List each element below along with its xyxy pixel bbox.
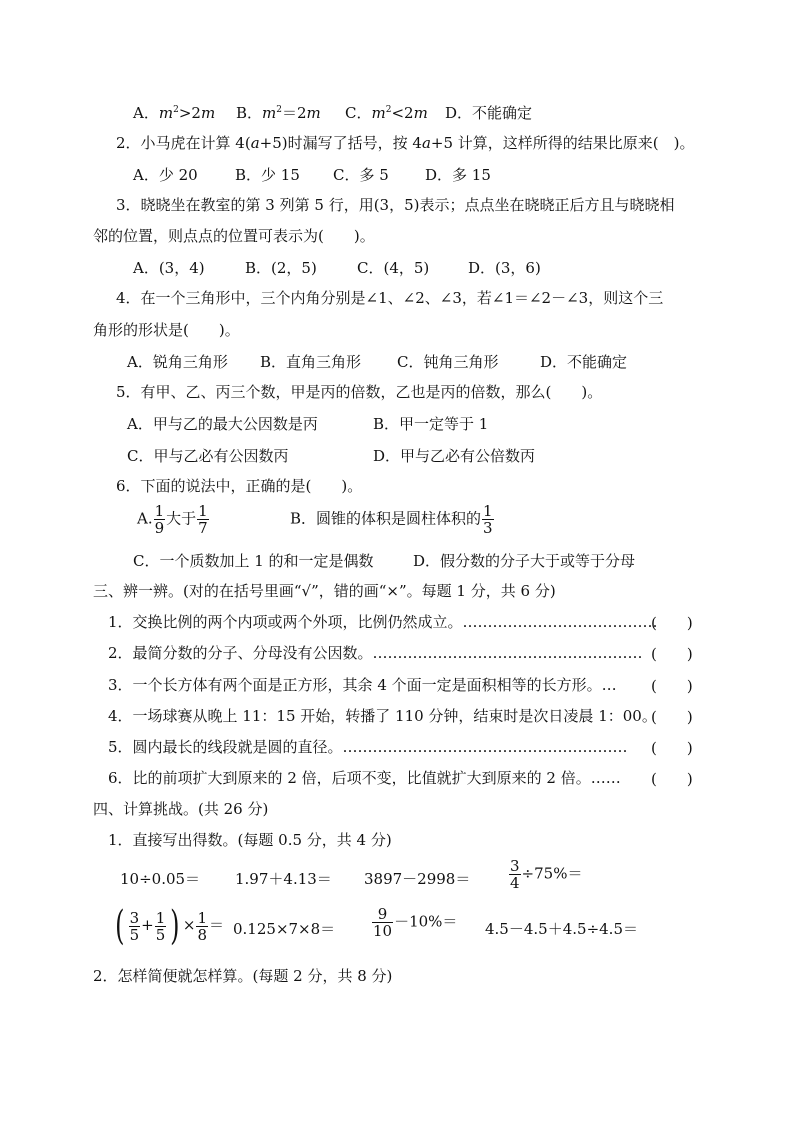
judge-item-3: 3．一个长方体有两个面是正方形，其余 4 个面一定是面积相等的长方形。…	[108, 676, 617, 694]
judge-answer-paren-1[interactable]: ( )	[651, 614, 693, 632]
q5-option-b: B．甲一定等于 1	[373, 415, 489, 433]
fraction: $\frac{1}{9}$	[154, 502, 165, 537]
judge-answer-paren-4[interactable]: ( )	[651, 708, 693, 726]
judge-answer-paren-5[interactable]: ( )	[651, 739, 693, 757]
q4-option-b: B．直角三角形	[260, 353, 362, 371]
fraction: $\frac{3}{4}$	[510, 857, 520, 892]
judge-item-6: 6．比的前项扩大到原来的 2 倍，后项不变，比值就扩大到原来的 2 倍。……	[108, 769, 621, 787]
right-paren-icon: )	[170, 903, 180, 949]
fraction: $\frac{1}{7}$	[198, 502, 208, 537]
q2-option-c: C．多 5	[333, 166, 389, 184]
calc-4: $\frac{3}{4}$ ÷75%＝	[510, 857, 583, 892]
calc-8: 4.5－4.5＋4.5÷4.5＝	[485, 920, 638, 938]
q5-question: 5．有甲、乙、丙三个数，甲是丙的倍数，乙也是丙的倍数，那么( )。	[116, 383, 603, 401]
q2-question: 2．小马虎在计算 4(a+5)时漏写了括号，按 4a+5 计算，这样所得的结果比原来( )。	[116, 134, 695, 152]
q3-question-line1: 3．晓晓坐在教室的第 3 列第 5 行，用(3，5)表示；点点坐在晓晓正后方且与晓晓相	[116, 196, 675, 214]
left-paren-icon: (	[115, 903, 125, 949]
judge-item-5: 5．圆内最长的线段就是圆的直径。…………………………………………………	[108, 738, 628, 756]
fraction: $\frac{1}{5}$	[155, 908, 166, 944]
q1-option-a: A．$m^2>2m$	[133, 104, 216, 122]
section3-title: 三、辨一辨。(对的在括号里画“√”，错的画“×”。每题 1 分，共 6 分)	[93, 582, 556, 600]
q6-option-d: D．假分数的分子大于或等于分母	[413, 552, 636, 570]
q6-question: 6．下面的说法中，正确的是( )。	[116, 477, 363, 495]
q6-option-a: A. $\frac{1}{9}$ 大于 $\frac{1}{7}$	[137, 502, 208, 537]
judge-item-1: 1．交换比例的两个内项或两个外项，比例仍然成立。…………………………………	[108, 613, 658, 631]
section4-sub2: 2．怎样简便就怎样算。(每题 2 分，共 8 分)	[93, 967, 393, 985]
judge-answer-paren-3[interactable]: ( )	[651, 677, 693, 695]
q6-option-b: B．圆锥的体积是圆柱体积的 $\frac{1}{3}$	[290, 502, 493, 537]
q5-option-a: A．甲与乙的最大公因数是丙	[127, 415, 318, 433]
calc-6: 0.125×7×8＝	[233, 920, 336, 938]
fraction: $\frac{1}{3}$	[483, 502, 493, 537]
q6-option-c: C．一个质数加上 1 的和一定是偶数	[133, 552, 374, 570]
q1-option-c: C．$m^2<2m$	[345, 104, 428, 122]
fraction: $\frac{3}{5}$	[129, 908, 140, 944]
q4-question-line1: 4．在一个三角形中，三个内角分别是∠1、∠2、∠3，若∠1＝∠2－∠3，则这个三	[116, 289, 664, 307]
q3-option-b: B．(2，5)	[245, 259, 317, 277]
calc-5: ( $\frac{3}{5}$ + $\frac{1}{5}$ ) × $\frac{1}{8}$ ＝	[115, 903, 225, 949]
q3-question-line2: 邻的位置，则点点的位置可表示为( )。	[93, 227, 375, 245]
q4-question-line2: 角形的形状是( )。	[93, 321, 240, 339]
q2-option-b: B．少 15	[235, 166, 300, 184]
judge-answer-paren-6[interactable]: ( )	[651, 770, 693, 788]
q3-option-c: C．(4，5)	[357, 259, 430, 277]
fraction: $\frac{9}{10}$	[373, 905, 393, 940]
q1-option-d: D．不能确定	[445, 104, 533, 122]
calc-3: 3897－2998＝	[364, 870, 471, 888]
q2-option-d: D．多 15	[425, 166, 491, 184]
section4-sub1: 1．直接写出得数。(每题 0.5 分，共 4 分)	[108, 831, 392, 849]
q5-option-d: D．甲与乙必有公倍数丙	[373, 447, 536, 465]
q5-option-c: C．甲与乙必有公因数丙	[127, 447, 289, 465]
calc-2: 1.97＋4.13＝	[235, 870, 332, 888]
q2-option-a: A．少 20	[133, 166, 198, 184]
calc-1: 10÷0.05＝	[120, 870, 201, 888]
q4-option-a: A．锐角三角形	[127, 353, 228, 371]
q1-option-b: B．$m^2=2m$	[236, 104, 321, 122]
q3-option-d: D．(3，6)	[468, 259, 541, 277]
judge-item-4: 4．一场球赛从晚上 11：15 开始，转播了 110 分钟，结束时是次日凌晨 1：00。	[108, 707, 657, 725]
judge-item-2: 2．最简分数的分子、分母没有公因数。………………………………………………	[108, 644, 643, 662]
q4-option-c: C．钝角三角形	[397, 353, 499, 371]
section4-title: 四、计算挑战。(共 26 分)	[93, 800, 269, 818]
fraction: $\frac{1}{8}$	[197, 908, 208, 944]
q3-option-a: A．(3，4)	[133, 259, 205, 277]
judge-answer-paren-2[interactable]: ( )	[651, 645, 693, 663]
calc-7: $\frac{9}{10}$ －10%＝	[373, 905, 458, 940]
q4-option-d: D．不能确定	[540, 353, 628, 371]
